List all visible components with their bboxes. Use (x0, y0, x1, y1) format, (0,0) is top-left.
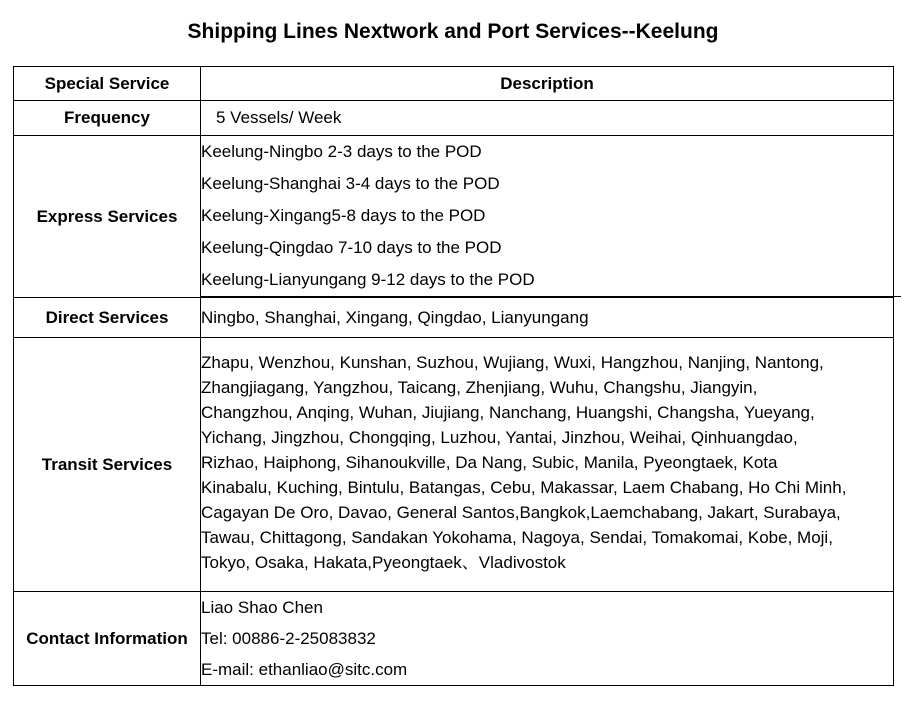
express-line: Keelung-Xingang5-8 days to the POD (201, 206, 486, 225)
header-description: Description (201, 67, 894, 101)
express-label: Express Services (14, 136, 201, 298)
transit-line: Zhapu, Wenzhou, Kunshan, Suzhou, Wujiang, Wuxi, Hangzhou, Nanjing, Nantong, (201, 353, 824, 372)
contact-description (201, 592, 894, 686)
transit-line: Changzhou, Anqing, Wuhan, Jiujiang, Nanchang, Huangshi, Changsha, Yueyang, (201, 403, 815, 422)
header-row (14, 67, 894, 101)
header-special-service: Special Service (14, 67, 201, 101)
transit-line: Tokyo, Osaka, Hakata,Pyeongtaek、Vladivostok (201, 553, 566, 572)
frequency-row (14, 101, 894, 136)
contact-row (14, 592, 894, 686)
transit-line: Kinabalu, Kuching, Bintulu, Batangas, Cebu, Makassar, Laem Chabang, Ho Chi Minh, (201, 478, 847, 497)
transit-line: Zhangjiagang, Yangzhou, Taicang, Zhenjiang, Wuhu, Changshu, Jiangyin, (201, 378, 758, 397)
transit-label: Transit Services (14, 338, 201, 592)
transit-description (201, 338, 894, 592)
express-description (201, 136, 894, 298)
transit-row (14, 338, 894, 592)
contact-label: Contact Information (14, 592, 201, 686)
express-line: Keelung-Qingdao 7-10 days to the POD (201, 238, 502, 257)
contact-email: E-mail: ethanliao@sitc.com (201, 660, 408, 679)
transit-line: Tawau, Chittagong, Sandakan Yokohama, Nagoya, Sendai, Tomakomai, Kobe, Moji, (201, 528, 833, 547)
contact-tel: Tel: 00886-2-25083832 (201, 629, 376, 648)
express-line: Keelung-Ningbo 2-3 days to the POD (201, 142, 482, 161)
frequency-value: 5 Vessels/ Week (201, 101, 894, 136)
transit-line: Cagayan De Oro, Davao, General Santos,Bangkok,Laemchabang, Jakart, Surabaya, (201, 503, 841, 522)
express-line: Keelung-Shanghai 3-4 days to the POD (201, 174, 500, 193)
page-title: Shipping Lines Nextwork and Port Services--Keelung (187, 20, 719, 43)
direct-value: Ningbo, Shanghai, Xingang, Qingdao, Lianyungang (201, 298, 894, 338)
contact-name: Liao Shao Chen (201, 598, 323, 617)
direct-row (14, 298, 894, 338)
services-table (13, 66, 894, 686)
direct-label: Direct Services (14, 298, 201, 338)
express-line: Keelung-Lianyungang 9-12 days to the POD (200, 264, 901, 297)
express-row (14, 136, 894, 298)
transit-line: Yichang, Jingzhou, Chongqing, Luzhou, Yantai, Jinzhou, Weihai, Qinhuangdao, (201, 428, 798, 447)
transit-line: Rizhao, Haiphong, Sihanoukville, Da Nang, Subic, Manila, Pyeongtaek, Kota (201, 453, 778, 472)
frequency-label: Frequency (14, 101, 201, 136)
